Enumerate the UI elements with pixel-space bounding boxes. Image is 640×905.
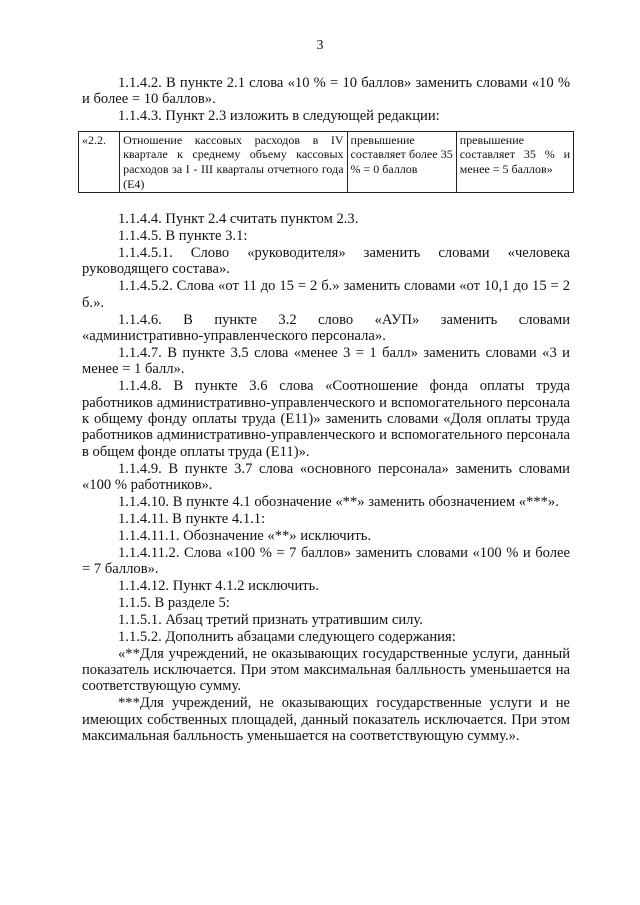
paragraph: 1.1.5.1. Абзац третий признать утратившим силу. — [118, 611, 423, 628]
paragraph: 1.1.4.12. Пункт 4.1.2 исключить. — [118, 578, 319, 595]
paragraph: 1.1.4.10. В пункте 4.1 обозначение «**» заменить обозначением «***». — [118, 494, 559, 510]
table-cell-condition-2: превышение составляет 35 % и менее = 5 баллов» — [456, 131, 573, 192]
paragraph: 1.1.4.11. В пункте 4.1.1: — [118, 510, 266, 527]
paragraph: 1.1.4.11.1. Обозначение «**» исключить. — [118, 527, 372, 544]
paragraph: 1.1.5.2. Дополнить абзацами следующего содержания: — [118, 628, 456, 645]
paragraph: 1.1.4.7. В пункте 3.5 слова «менее 3 = 1 балл» заменить словами «3 и менее = 1 балл». — [82, 344, 570, 378]
paragraph: 1.1.4.9. В пункте 3.7 слова «основного персонала» заменить словами «100 % работников». — [82, 460, 570, 494]
page-number: 3 — [316, 38, 324, 53]
paragraph: 1.1.5. В разделе 5: — [118, 594, 230, 611]
paragraph: 1.1.4.5. В пункте 3.1: — [118, 228, 248, 244]
table-cell-number: «2.2. — [79, 131, 120, 192]
paragraph: 1.1.4.3. Пункт 2.3 изложить в следующей редакции: — [118, 108, 440, 125]
paragraph: 1.1.4.4. Пункт 2.4 считать пунктом 2.3. — [118, 211, 359, 228]
table-row — [79, 131, 574, 192]
paragraph: 1.1.4.8. В пункте 3.6 слова «Соотношение фонда оплаты труда работников административно-управленческого и вспомогательного персонала к общему фонду оплаты труда (Е11)» заменить словами «Доля оплаты труда работников административно-управленческого и вспомогательного персонала в общем фонде оплаты труда (Е11)». — [82, 378, 570, 460]
paragraph: 1.1.4.6. В пункте 3.2 слово «АУП» заменить словами «административно-управленческого персонала». — [82, 311, 570, 344]
paragraph: 1.1.4.5.2. Слова «от 11 до 15 = 2 б.» заменить словами «от 10,1 до 15 = 2 б.». — [82, 278, 570, 311]
paragraph: 1.1.4.5.1. Слово «руководителя» заменить словами «человека руководящего состава». — [82, 244, 570, 278]
criteria-table-wrapper — [78, 131, 570, 193]
table-cell-indicator: Отношение кассовых расходов в IV квартале к среднему объему кассовых расходов за I - III кварталы отчетного года (Е4) — [120, 131, 347, 192]
document-body — [82, 75, 570, 745]
paragraph: ***Для учреждений, не оказывающих государственные услуги и не имеющих собственных площадей, данный показатель исключается. При этом максимальная балльность уменьшается на соответствующую сумму.». — [82, 695, 570, 745]
criteria-table — [78, 131, 574, 193]
paragraph: 1.1.4.2. В пункте 2.1 слова «10 % = 10 баллов» заменить словами «10 % и более = 10 баллов». — [82, 75, 570, 108]
paragraph: «**Для учреждений, не оказывающих государственные услуги, данный показатель исключается. При этом максимальная балльность уменьшается на соответствующую сумму. — [82, 645, 570, 695]
table-cell-condition-1: превышение составляет более 35 % = 0 баллов — [347, 131, 456, 192]
paragraph: 1.1.4.11.2. Слова «100 % = 7 баллов» заменить словами «100 % и более = 7 баллов». — [82, 544, 570, 578]
